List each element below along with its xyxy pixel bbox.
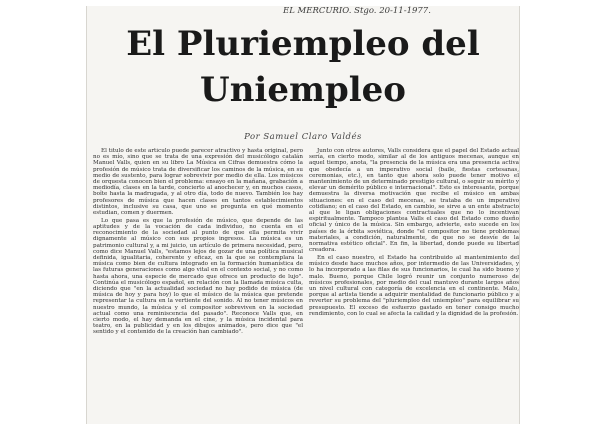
article-byline: Por Samuel Claro Valdés bbox=[244, 132, 362, 142]
paragraph: En el caso nuestro, el Estado ha contribuido al mantenimiento del músico desde hace muchos años, por intermedio de las Universidades, y lo ha incorporado a las filas de sus funcionarios, le cual ha sido bueno y malo. Bueno, porque Chile logró reunir un conjunto numeroso de músicos profesionales, por medio del cual mantuvo durante largos años un nivel cultural con categoría de excelencia en el continente. Malo, porque al artista tiende a adquirir mentalidad de funcionario público y a reverter su problema del "pluriempleo del uniempleo" para equilibrar su presupuesto. El exceso de esfuerzo gastado en tener consigo mucho rendimiento, con lo cual se afecta la calidad y la dignidad de la profesión. bbox=[309, 254, 519, 317]
newspaper-clipping bbox=[86, 6, 520, 424]
article-title-line-2: Uniempleo bbox=[200, 70, 406, 110]
article-column-right bbox=[309, 148, 519, 424]
paragraph: Lo que pasa es que la profesión de músico, que depende de las aptitudes y de la vocación de cada individuo, no cuenta en el reconocimiento de la sociedad al punto de que ella permita vivir dignamente al músico con sus propios ingresos. La música es un patrimonio cultural y, a mi juicio, un artículo de primera necesidad, pero, como dice Manuel Valls, "estamos lejos de gozar de una política musical definida, igualitaria, coherente y eficaz, en la que se contemplara la música como bien de cultura integrado en la formación humanística de las futuras generaciones como algo vital en el contexto social, y no como hasta ahora, una especie de mercado que ofrece un producto de lujo". Continúa el musicólogo español, en relación con la llamada música culta, diciendo que "en la actualidad sociedad no hay podido de música (de música de hoy y para hoy) lo que el músico de la música que pretende representar la cultura en la vertiente del sonido. Al no tener músicos en nuestro mundo, la música y el compositor sobreviven en la sociedad actual como una reminiscencia del pasado". Reconoce Valls que, en cierto modo, el hay demanda en el cine, y la música incidental para teatro, en la publicidad y en los dibujos animados, pero dice que "el sentido y el contenido de la creación han cambiado". bbox=[93, 217, 303, 336]
article-column-left bbox=[93, 148, 303, 424]
article-title-line-1: El Pluriempleo del bbox=[126, 24, 480, 64]
paragraph: El título de este artículo puede parecer atractivo y hasta original, pero no es mío, sino que se trata de una expresión del musicólogo catalán Manuel Valls, quien en su libro La Música en Cifras demuestra cómo la profesión de músico trata de diversificar los caminos de la música, en su medio de sustento, para lograr sobrevivir por medio de ella. Los músicos de orquesta conocen bien el problema: ensayo en la mañana, grabación a mediodía, clases en la tarde, concierto al anochecer y, en muchos casos, boîte hasta la madrugada, y al otro día, todo de nuevo. También los hay profesores de música que hacen clases en tantos establecimientos distintos, inclusive su casa, que uno se pregunta en qué momento estudian, comen y duermen. bbox=[93, 148, 303, 217]
paragraph: Junto con otros autores, Valls considera que el papel del Estado actual sería, en cierto modo, similar al de los antiguos mecenas, aunque en aquel tiempo, anota, "la presencia de la música era una presencia activa que obedecía a un imperativo social (baile, fiestas cortesanas, ceremonias, etc.), en tanto que ahora solo puede tener motivo el mantenimiento de un determinado prestigio cultural, o seguir su mérito y elevar un demérito público e internacional". Esto es interesante, porque demuestra la diversa motivación que recibe el músico en ambas situaciones: en el caso del mecenas, se trataba de un imperativo cotidiano; en el caso del Estado, en cambio, se sirve a un ente abstracto al que le ligan obligaciones contractuales que no lo incentivan espiritualmente. Tampoco plantea Valls el caso del Estado como dueño oficial y único de la música. Sin embargo, advierte, esto sucede en los países de la órbita soviética, donde "el compositor no tiene problemas materiales, a condición, naturalmente, de que no se desvíe de la normativa estético oficial". En fin, la libertad, donde puede su libertad creadora. bbox=[309, 148, 519, 254]
handwritten-date-note: EL MERCURIO. Stgo. 20-11-1977. bbox=[283, 6, 431, 16]
